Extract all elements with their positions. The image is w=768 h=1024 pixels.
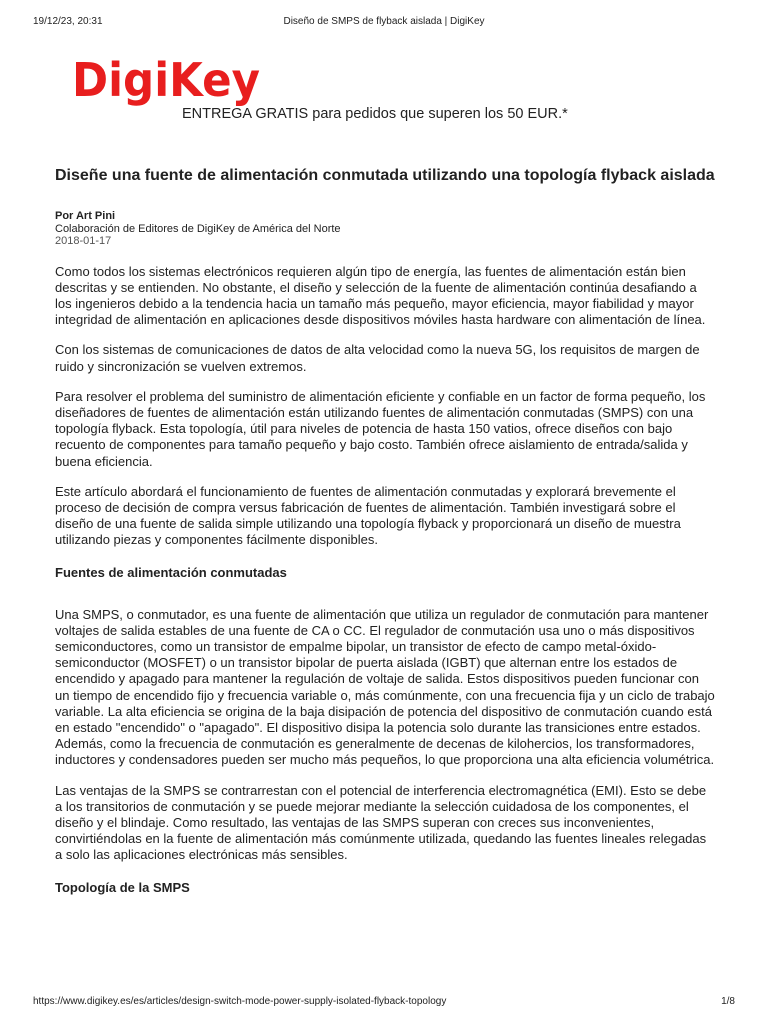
- article-paragraph: Para resolver el problema del suministro de alimentación eficiente y confiable en un factor de forma pequeño, los diseñadores de fuentes de alimentación están utilizando fuentes de alimentación conmutadas (SMPS) con una topología flyback. Esta topología, útil para niveles de potencia de hasta 150 vatios, ofrece diseños con bajo recuento de componentes para tamaño pequeño y bajo costo. También ofrece aislamiento de entrada/salida y buena eficiencia.: [55, 388, 706, 469]
- article-paragraph: Este artículo abordará el funcionamiento de fuentes de alimentación conmutadas y explorará brevemente el proceso de decisión de compra versus fabricación de fuentes de alimentación. También investigará sobre el diseño de una fuente de salida simple utilizando una topología flyback y proporcionará un diseño de muestra utilizando piezas y componentes fácilmente disponibles.: [55, 483, 681, 548]
- article-title: Diseñe una fuente de alimentación conmutada utilizando una topología flyback aislada: [55, 167, 715, 184]
- free-shipping-banner[interactable]: ENTREGA GRATIS para pedidos que superen los 50 EUR.*: [182, 106, 568, 122]
- author-affiliation: Colaboración de Editores de DigiKey de América del Norte: [55, 222, 341, 235]
- page-url: https://www.digikey.es/es/articles/design-switch-mode-power-supply-isolated-flyback-topology: [33, 996, 447, 1007]
- print-footer: [33, 996, 735, 1010]
- article-paragraph: Las ventajas de la SMPS se contrarrestan con el potencial de interferencia electromagnética (EMI). Esto se debe a los transitorios de conmutación y se puede mejorar mediante la selección cuidadosa de los componentes, el diseño y el blindaje. Como resultado, las ventajas de las SMPS superan con creces sus inconvenientes, convirtiéndolas en la fuente de alimentación más comúnmente utilizada, quedando las fuentes lineales relegadas a solo las aplicaciones electrónicas más sensibles.: [55, 782, 707, 863]
- article-paragraph: Con los sistemas de comunicaciones de datos de alta velocidad como la nueva 5G, los requisitos de margen de ruido y sincronización se vuelven extremos.: [55, 342, 700, 374]
- author[interactable]: Por Art Pini: [55, 210, 116, 222]
- page-number: 1/8: [721, 996, 735, 1007]
- article-paragraph: Una SMPS, o conmutador, es una fuente de alimentación que utiliza un regulador de conmutación para mantener voltajes de salida estables de una fuente de CA o CC. El regulador de conmutación usa uno o más dispositivos semiconductores, como un transistor de empalme bipolar, un transistor de efecto de campo metal-óxido-semiconductor (MOSFET) o un transistor bipolar de puerta aislada (IGBT) que alternan entre los estados de encendido y apagado para mantener la regulación de voltaje de salida. Estos dispositivos pueden funcionar con un tiempo de encendido fijo y frecuencia variable o, más comúnmente, con una frecuencia fija y un ciclo de trabajo variable. La alta eficiencia se origina de la baja disipación de potencia del dispositivo de conmutación cuando está en estado "encendido" o "apagado". El dispositivo disipa la potencia solo durante las transiciones entre estados. Además, como la frecuencia de conmutación es generalmente de decenas de kilohercios, los transformadores, inductores y condensadores pueden ser mucho más pequeños, lo que proporciona una alta eficiencia volumétrica.: [55, 606, 715, 768]
- byline: [55, 210, 715, 248]
- section-heading-topology: Topología de la SMPS: [55, 879, 190, 895]
- section-heading-smps: Fuentes de alimentación conmutadas: [55, 564, 287, 580]
- print-header: [33, 16, 735, 30]
- article-paragraph: Como todos los sistemas electrónicos requieren algún tipo de energía, las fuentes de alimentación están bien descritas y se entienden. No obstante, el diseño y selección de la fuente de alimentación continúa desafiando a los ingenieros debido a la tendencia hacia un tamaño más pequeño, mayor eficiencia, mayor fiabilidad y mayor integridad de alimentación en aplicaciones desde dispositivos móviles hasta hardware con alimentación de línea.: [55, 263, 706, 328]
- print-datetime: 19/12/23, 20:31: [33, 16, 103, 27]
- publish-date: 2018-01-17: [55, 235, 112, 247]
- article: [55, 166, 715, 896]
- print-page-title: Diseño de SMPS de flyback aislada | DigiKey: [283, 16, 485, 27]
- logo-wordmark: DigiKey: [72, 53, 261, 107]
